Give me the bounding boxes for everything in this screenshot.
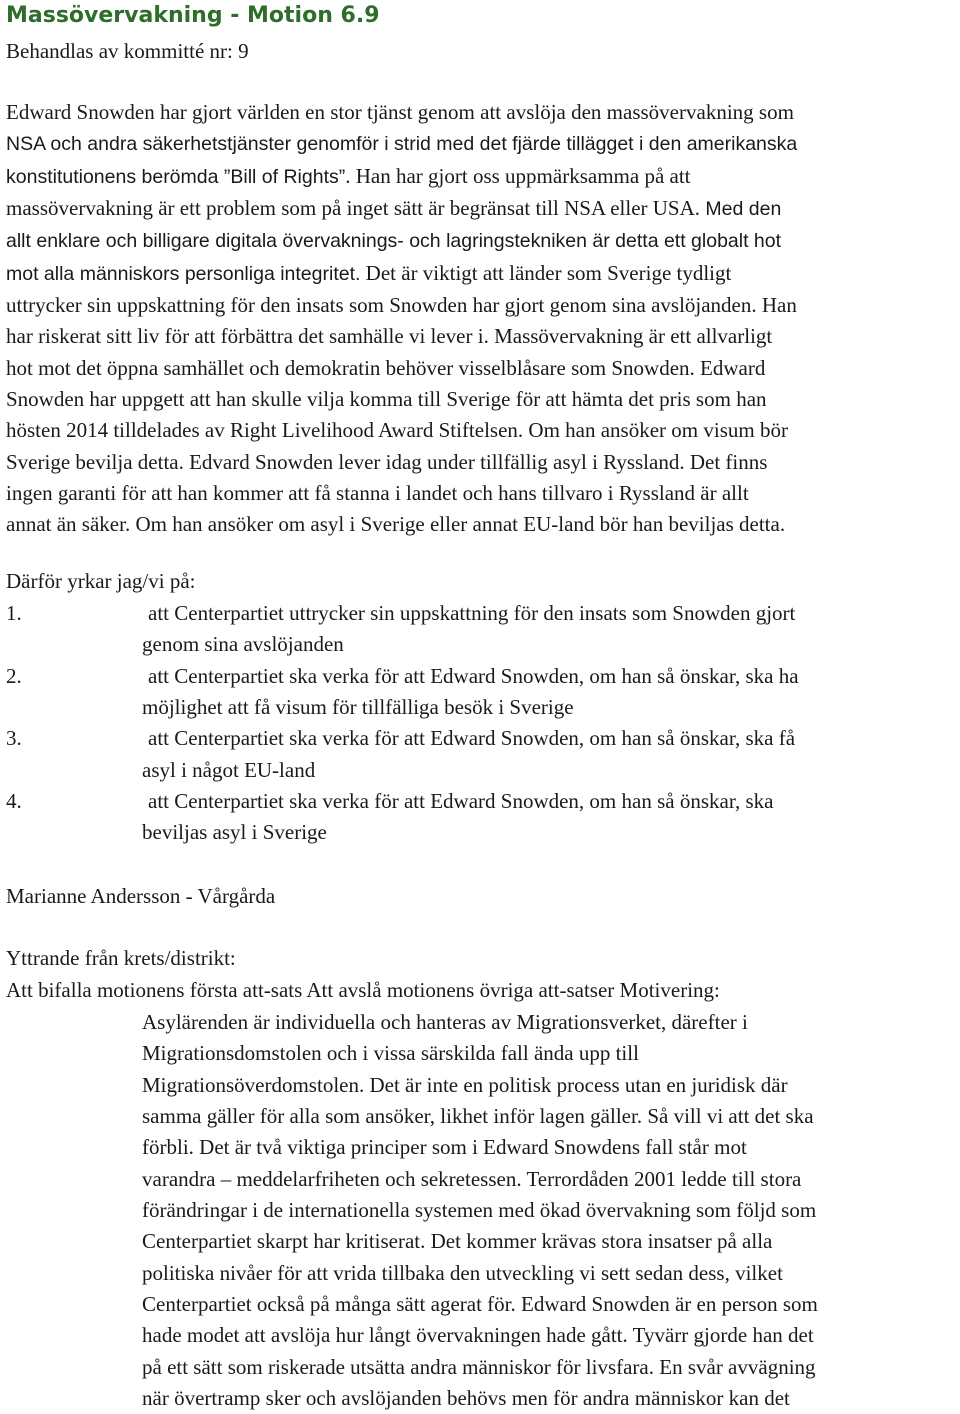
claim-number: 2.: [6, 663, 22, 688]
claim-item: [6, 661, 956, 724]
statement-heading: Yttrande från krets/distrikt:: [6, 946, 236, 970]
body-text-segment: annat än säker. Om han ansöker om asyl i Sverige eller annat EU-land bör han beviljas detta.: [6, 512, 786, 537]
body-line: [6, 258, 956, 290]
claim-text: [142, 598, 956, 661]
body-line: [6, 478, 956, 509]
body-text-segment: NSA och andra säkerhetstjänster genomför i strid med det fjärde tillägget i den amerikanska: [6, 133, 798, 156]
claim-text: [142, 661, 956, 724]
body-text-segment: uttrycker sin uppskattning för den insats som Snowden har gjort genom sina avslöjanden. Han: [6, 293, 797, 318]
claim-line: möjlighet att få visum för tillfälliga besök i Sverige: [142, 695, 574, 720]
body-line: [6, 321, 956, 352]
claims-heading: Därför yrkar jag/vi på:: [6, 569, 196, 593]
claim-item: [6, 723, 956, 786]
body-text-segment: allt enklare och billigare digitala övervaknings- och lagringstekniken är detta ett globalt hot: [6, 230, 782, 253]
body-text-segment: hot mot det öppna samhället och demokratin behöver visselblåsare som Snowden. Edward: [6, 355, 766, 380]
body-text-segment: Sverige bevilja detta. Edvard Snowden lever idag under tillfällig asyl i Ryssland. Det finns: [6, 449, 768, 474]
claim-line: att Centerpartiet ska verka för att Edward Snowden, om han så önskar, ska: [148, 789, 774, 814]
statement-line: på ett sätt som riskerade utsätta andra människor för livsfara. En svår avvägning: [142, 1354, 816, 1379]
body-line: [6, 128, 956, 160]
claim-text: [142, 786, 956, 849]
body-text-segment: Snowden har uppgett att han skulle vilja komma till Sverige för att hämta det pris som han: [6, 387, 767, 412]
claim-text: [142, 723, 956, 786]
body-line: [6, 193, 956, 225]
statement-line: Asylärenden är individuella och hanteras av Migrationsverket, därefter i: [142, 1010, 748, 1034]
body-text-segment: . Han har gjort oss uppmärksamma på att: [345, 163, 691, 188]
claim-line: att Centerpartiet uttrycker sin uppskattning för den insats som Snowden gjort: [148, 601, 796, 625]
body-line: [6, 384, 956, 415]
committee-line: Behandlas av kommitté nr: 9: [6, 39, 249, 63]
motion-body: [6, 97, 956, 541]
statement-line: Centerpartiet skarpt har kritiserat. Det kommer krävas stora insatser på alla: [142, 1229, 773, 1254]
body-line: [6, 415, 956, 446]
statement-line: Centerpartiet också på många sätt agerat för. Edward Snowden är en person som: [142, 1292, 818, 1317]
claims-list: [6, 598, 956, 849]
body-line: [6, 161, 956, 193]
body-text-segment: mot alla människors personliga integritet.: [6, 262, 361, 285]
claim-line: beviljas asyl i Sverige: [142, 820, 327, 845]
claim-item: [6, 598, 956, 661]
statement-line: Migrationsöverdomstolen. Det är inte en politisk process utan en juridisk där: [142, 1072, 788, 1097]
claim-number: 4.: [6, 789, 22, 814]
claim-number: 3.: [6, 726, 22, 751]
statement-line: politiska nivåer för att vrida tillbaka den utveckling vi sett sedan dess, vilket: [142, 1260, 783, 1285]
body-text-segment: massövervakning är ett problem som på inget sätt är begränsat till NSA eller USA.: [6, 196, 701, 221]
body-line: [6, 509, 956, 540]
body-text-segment: Edward Snowden har gjort världen en stor tjänst genom att avslöja den massövervakning som: [6, 100, 794, 124]
statement-line: förändringar i de internationella systemen med ökad övervakning som följd som: [142, 1198, 817, 1223]
body-line: [6, 290, 956, 321]
claim-line: asyl i något EU-land: [142, 757, 316, 782]
statement-lead: Att bifalla motionens första att-sats Att avslå motionens övriga att-satser Motivering:: [6, 978, 720, 1002]
claim-item: [6, 786, 956, 849]
statement-line: varandra – meddelarfriheten och sekretessen. Terrordåden 2001 ledde till stora: [142, 1166, 802, 1191]
body-line: [6, 353, 956, 384]
document-title: Massövervakning - Motion 6.9: [6, 3, 380, 28]
body-line: [6, 97, 956, 128]
body-line: [6, 447, 956, 478]
statement-line: hade modet att avslöja hur långt övervakningen hade gått. Tyvärr gjorde han det: [142, 1323, 814, 1348]
body-text-segment: konstitutionens berömda ”Bill of Rights”: [6, 165, 346, 188]
body-text-segment: hösten 2014 tilldelades av Right Livelihood Award Stiftelsen. Om han ansöker om visum bör: [6, 418, 788, 443]
statement-line: Migrationsdomstolen och i vissa särskilda fall ända upp till: [142, 1041, 639, 1066]
body-line: [6, 225, 956, 257]
body-text-segment: har riskerat sitt liv för att förbättra det samhälle vi lever i.: [6, 324, 489, 349]
statement-line: förbli. Det är två viktiga principer som i Edward Snowdens fall står mot: [142, 1135, 747, 1160]
body-text-segment: Med den: [700, 198, 782, 221]
statement-line: samma gäller för alla som ansöker, likhet inför lagen gäller. Så vill vi att det ska: [142, 1104, 814, 1129]
claim-line: att Centerpartiet ska verka för att Edward Snowden, om han så önskar, ska ha: [148, 663, 799, 688]
author-line: Marianne Andersson - Vårgårda: [6, 884, 276, 908]
claim-line: att Centerpartiet ska verka för att Edward Snowden, om han så önskar, ska få: [148, 726, 796, 751]
claim-number: 1.: [6, 601, 22, 625]
body-text-segment: Massövervakning är ett allvarligt: [488, 324, 773, 349]
claim-line: genom sina avslöjanden: [142, 632, 344, 657]
body-text-segment: ingen garanti för att han kommer att få stanna i landet och hans tillvaro i Ryssland är allt: [6, 481, 749, 506]
statement-line: när övertramp sker och avslöjanden behövs men för andra människor kan det: [142, 1386, 790, 1411]
body-text-segment: Det är viktigt att länder som Sverige tydligt: [360, 260, 732, 285]
statement-body: [142, 1007, 960, 1414]
